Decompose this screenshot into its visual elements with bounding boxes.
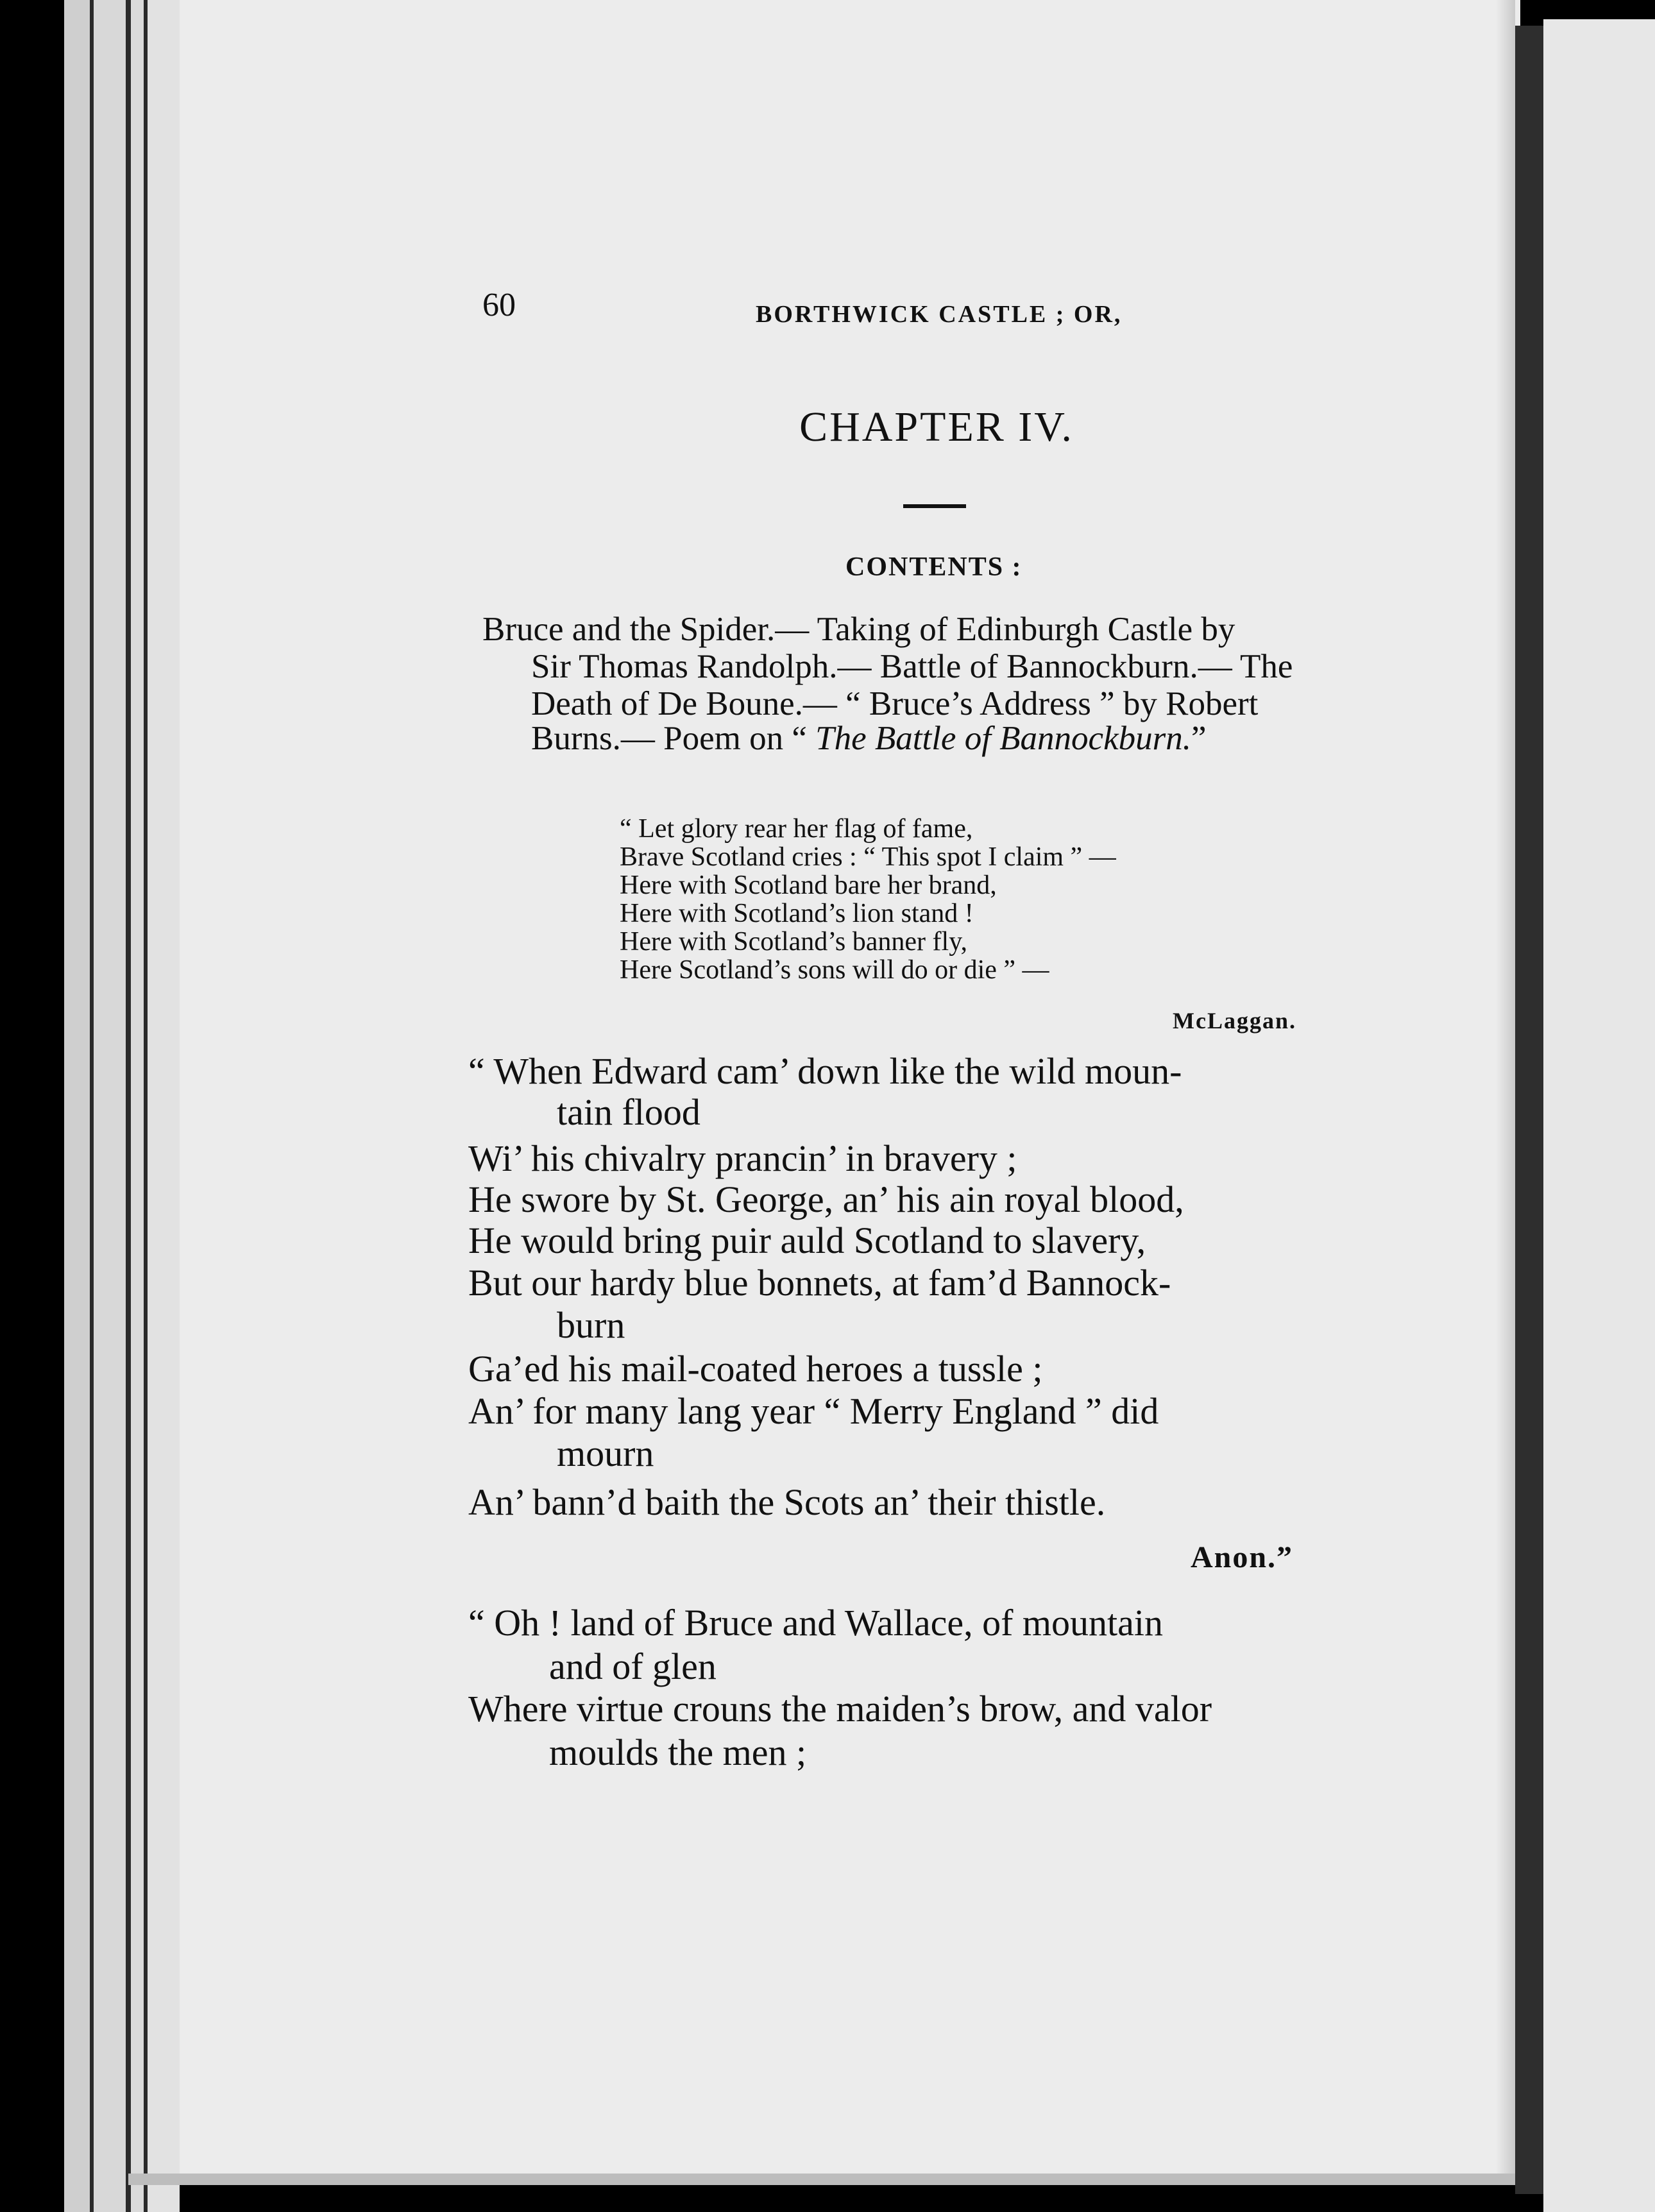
page-edge-line (126, 0, 131, 2212)
poem-line: An’ bann’d baith the Scots an’ their thistle. (468, 1481, 1106, 1523)
poem-attribution: Anon.” (1191, 1540, 1294, 1574)
poem-line: Where virtue crouns the maiden’s brow, and valor (468, 1688, 1212, 1730)
poem-line: “ Oh ! land of Bruce and Wallace, of mountain (468, 1602, 1163, 1644)
poem-line: mourn (557, 1433, 654, 1474)
epigraph-line: Here with Scotland’s lion stand ! (620, 899, 974, 928)
page-edge-strip (64, 0, 90, 2212)
title-rule (903, 504, 966, 508)
page-edge-strip (131, 0, 144, 2212)
poem-line: burn (557, 1304, 625, 1346)
poem-line: An’ for many lang year “ Merry England ” did (468, 1390, 1159, 1432)
summary-text: Burns.— Poem on “ (531, 720, 807, 757)
running-title: BORTHWICK CASTLE ; OR, (756, 301, 1123, 328)
epigraph-line: Here with Scotland’s banner fly, (620, 927, 967, 957)
contents-label: CONTENTS : (845, 552, 1023, 582)
summary-line-last (531, 721, 1207, 756)
spine-shadow (1496, 0, 1515, 2174)
epigraph-line: Here with Scotland bare her brand, (620, 871, 997, 900)
epigraph-line: “ Let glory rear her flag of fame, (620, 814, 973, 844)
summary-line: Bruce and the Spider.— Taking of Edinburgh Castle by (482, 611, 1235, 648)
poem-line: Wi’ his chivalry prancin’ in bravery ; (468, 1137, 1017, 1179)
epigraph-line: Brave Scotland cries : “ This spot I claim ” — (620, 842, 1116, 872)
epigraph-attribution: McLaggan. (1173, 1008, 1296, 1034)
epigraph-line: Here Scotland’s sons will do or die ” — (620, 955, 1049, 985)
facing-page-edge (1543, 19, 1655, 2212)
poem-line: Ga’ed his mail-coated heroes a tussle ; (468, 1348, 1043, 1390)
summary-italic-title: The Battle of Bannockburn. (815, 720, 1191, 757)
scan-border-left (0, 0, 64, 2212)
summary-line: Sir Thomas Randolph.— Battle of Bannockburn.— The (531, 648, 1293, 685)
page-bottom-edge (128, 2174, 1540, 2185)
page-number: 60 (482, 287, 516, 323)
summary-line: Death of De Boune.— “ Bruce’s Address ” by Robert (531, 685, 1259, 722)
summary-close-quote: ” (1191, 720, 1207, 757)
binding-gutter (1515, 26, 1543, 2194)
page-edge-strip (148, 0, 180, 2212)
poem-line: But our hardy blue bonnets, at fam’d Bannock- (468, 1262, 1171, 1304)
poem-line: “ When Edward cam’ down like the wild moun- (468, 1050, 1182, 1092)
poem-line: He swore by St. George, an’ his ain royal blood, (468, 1178, 1184, 1220)
poem-line: moulds the men ; (549, 1731, 807, 1773)
poem-line: tain flood (557, 1091, 700, 1133)
page-edge-strip (94, 0, 126, 2212)
poem-line: He would bring puir auld Scotland to slavery, (468, 1220, 1146, 1261)
poem-line: and of glen (549, 1646, 717, 1687)
chapter-title: CHAPTER IV. (799, 404, 1074, 450)
